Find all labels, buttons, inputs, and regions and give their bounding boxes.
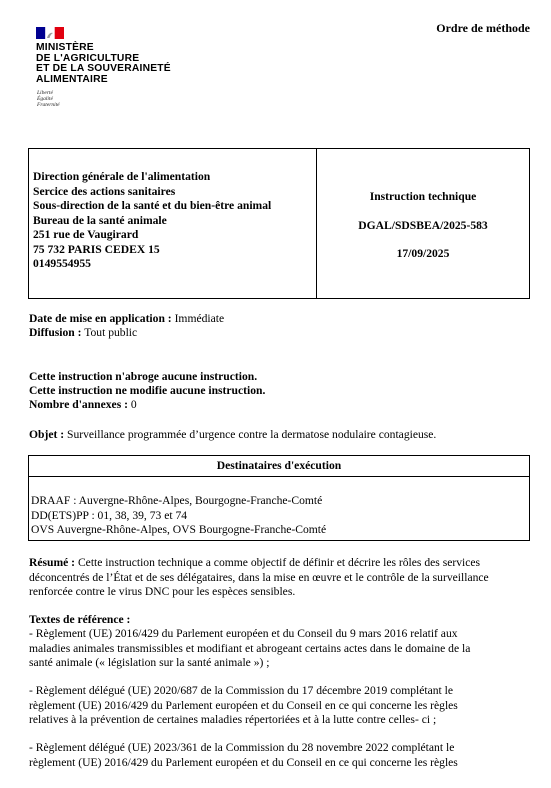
republic-motto: Liberté Égalité Fraternité: [37, 90, 60, 108]
sender-block: [33, 170, 271, 272]
document-type: Ordre de méthode: [436, 21, 530, 35]
destinataire-line: OVS Auvergne-Rhône-Alpes, OVS Bourgogne-Franche-Comté: [31, 523, 327, 536]
sender-line: 75 732 PARIS CEDEX 15: [33, 242, 160, 256]
instruction-date: 17/09/2025: [396, 247, 450, 260]
diffusion: Diffusion : Tout public: [29, 326, 138, 339]
application-date: Date de mise en application : Immédiate: [29, 312, 225, 325]
destinataire-line: DD(ETS)PP : 01, 38, 39, 73 et 74: [31, 508, 188, 522]
reference-item: - Règlement (UE) 2016/429 du Parlement européen et du Conseil du 9 mars 2016 relatif aux maladies animales transmissibles et modifiant et abrogeant certains actes dans le domaine de la santé animale (« législation sur la santé animale ») ;: [29, 627, 471, 669]
destinataires-list: [31, 494, 326, 538]
resume: Résumé : Cette instruction technique a comme objectif de définir et décrire les rôles des services déconcentrés de l’État et de ses délégataires, dans la mise en œuvre et le contrôle de la surveillance renforcée contre le virus DNC pour les espèces sensibles.: [29, 556, 489, 598]
sender-line: 251 rue de Vaugirard: [33, 228, 139, 241]
reference-item: - Règlement délégué (UE) 2020/687 de la Commission du 17 décembre 2019 complétant le règlement (UE) 2016/429 du Parlement européen et du Conseil en ce qui concerne les règles relatives à la prévention de certaines maladies répertoriées et à la lutte contre celles- ci ;: [29, 684, 458, 726]
destinataire-line: DRAAF : Auvergne-Rhône-Alpes, Bourgogne-Franche-Comté: [31, 494, 323, 507]
objet: Objet : Surveillance programmée d’urgence contre la dermatose nodulaire contagieuse.: [29, 428, 437, 441]
reference-item: - Règlement délégué (UE) 2023/361 de la Commission du 28 novembre 2022 complétant le règlement (UE) 2016/429 du Parlement européen et du Conseil en ce qui concerne les règles: [29, 741, 458, 769]
sender-line: Sercice des actions sanitaires: [33, 184, 176, 198]
sender-line: Direction générale de l'alimentation: [33, 170, 211, 183]
destinataires-table: [28, 455, 530, 541]
sender-line: Sous-direction de la santé et du bien-être animal: [33, 199, 272, 212]
sender-phone: 0149554955: [33, 257, 91, 270]
marianne-flag-icon: [36, 27, 64, 39]
destinataires-title: Destinataires d'exécution: [29, 456, 529, 477]
instruction-label: Instruction technique: [369, 190, 477, 203]
header-table: [28, 148, 530, 299]
ministry-logo-text: MINISTÈRE DE L'AGRICULTURE ET DE LA SOUVERAINETÉ ALIMENTAIRE: [36, 42, 171, 85]
annexes-count: Nombre d'annexes : 0: [29, 398, 137, 411]
modifie-statement: Cette instruction ne modifie aucune instruction.: [29, 384, 266, 397]
instruction-reference: DGAL/SDSBEA/2025-583: [358, 219, 488, 232]
abroge-statement: Cette instruction n'abroge aucune instruction.: [29, 370, 258, 383]
references-title: Textes de référence :: [29, 613, 131, 626]
sender-line: Bureau de la santé animale: [33, 213, 167, 227]
